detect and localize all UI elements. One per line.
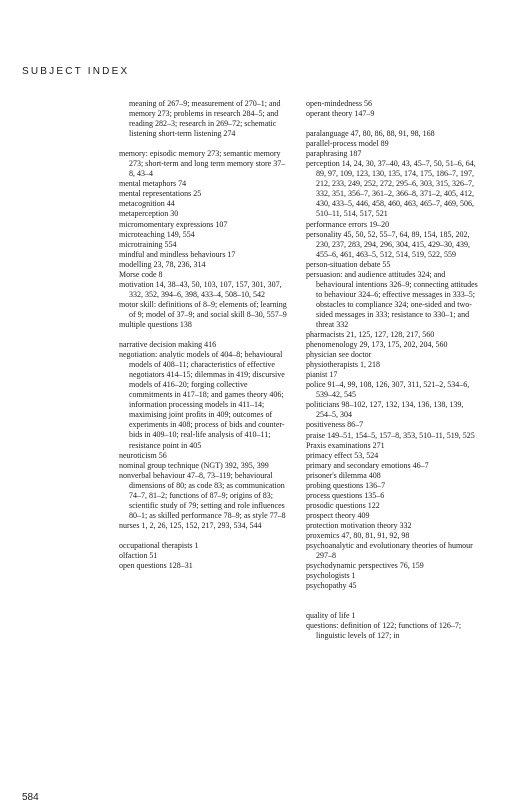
index-entry: occupational therapists 1 [119,540,199,550]
entry-group-gap [119,139,291,149]
index-entry: quality of life 1 [306,611,356,621]
index-column-left [119,99,291,571]
entry-group-gap [119,330,291,340]
index-entry: operant theory 147–9 [306,109,375,119]
index-entry: psychologists 1 [306,571,356,581]
index-entry: primacy effect 53, 524 [306,450,379,460]
index-entry: psychopathy 45 [306,581,357,591]
index-entry: proxemics 47, 80, 81, 91, 92, 98 [306,530,410,540]
index-entry: modelling 23, 78, 236, 314 [119,259,206,269]
index-entry: persuasion: and audience attitudes 324; and behavioural intentions 326–9; connecting attitudes to behaviour 324–6; effective messages in 333–5; obstacles to compliance 324; one-sided and two-sided messages in 333; resistance to 330–1; and threat 332 [306,269,478,329]
index-entry: open questions 128–31 [119,561,193,571]
index-entry: process questions 135–6 [306,490,385,500]
index-entry: nominal group technique (NGT) 392, 395, 399 [119,460,269,470]
index-entry: prisoner's dilemma 408 [306,470,381,480]
index-entry: positiveness 86–7 [306,420,364,430]
index-column-right [306,99,478,641]
index-entry: personality 45, 50, 52, 55–7, 64, 89, 154, 185, 202, 230, 237, 283, 294, 296, 304, 415, 429–30, 439, 455–6, 461, 463–5, 512, 514, 519, 522, 559 [306,229,470,259]
index-entry: olfaction 51 [119,550,158,560]
index-entry: nonverbal behaviour 47–8, 73–119; behavioural dimensions of 80; as code 83; as communication 74–7, 81–2; functions of 87–9; origins of 83; scientific study of 79; setting and role influences 80–1; as skilled performance 78–9; as style 77–8 [119,470,286,520]
index-entry: Morse code 8 [119,269,163,279]
page-number: 584 [22,792,39,803]
index-entry: mental representations 25 [119,189,202,199]
index-entry: politicians 98–102, 127, 132, 134, 136, 138, 139, 254–5, 304 [306,400,464,420]
index-entry: praise 149–51, 154–5, 157–8, 353, 510–11, 519, 525 [306,430,475,440]
index-entry: Praxis examinations 271 [306,440,385,450]
index-entry: probing questions 136–7 [306,480,386,490]
index-entry: neuroticism 56 [119,450,167,460]
index-entry: psychodynamic perspectives 76, 159 [306,561,424,571]
index-entry: micromomentary expressions 107 [119,219,228,229]
index-entry: prospect theory 409 [306,510,370,520]
index-entry: motivation 14, 38–43, 50, 103, 107, 157, 301, 307, 332, 352, 394–6, 398, 433–4, 508–10, 542 [119,279,282,299]
index-entry: mental metaphors 74 [119,179,187,189]
index-entry: performance errors 19–20 [306,219,390,229]
index-entry: protection motivation theory 332 [306,520,412,530]
index-entry: memory: episodic memory 273; semantic memory 273; short-term and long term memory store 37–8, 43–4 [119,149,286,179]
index-entry: motor skill: definitions of 8–9; elements of; learning of 9; model of 37–9; and social skill 8–30, 557–9 [119,299,287,319]
index-entry: perception 14, 24, 30, 37–40, 43, 45–7, 50, 51–6, 64, 89, 97, 109, 123, 130, 135, 174, 175, 186–7, 197, 212, 233, 249, 252, 272, 295–6, 303, 315, 326–7, 332, 351, 356–7, 361–2, 366–8, 371–2, 405, 412, 430, 433–5, 446, 458, 460, 463, 465–7, 469, 506, 510–11, 514, 517, 521 [306,159,476,219]
index-entry: narrative decision making 416 [119,340,217,350]
index-entry: metaperception 30 [119,209,179,219]
index-entry: phenomenology 29, 173, 175, 202, 204, 560 [306,340,448,350]
index-entry: police 91–4, 99, 108, 126, 307, 311, 521–2, 534–6, 539–42, 545 [306,380,470,400]
index-entry: negotiation: analytic models of 404–8; behavioural models of 408–11; characteristics of effective negotiators 414–15; dilemmas in 419; discursive models of 416–20; forging collective commitments in 417–18; and games theory 406; information processing models in 411–14; maximising joint profits in 409; outcomes of experiments in 408; process of bids and counter-bids in 409–10; real-life analysis of 410–11; resistance point in 405 [119,350,285,450]
index-entry: parallel-process model 89 [306,139,389,149]
index-entry: multiple questions 138 [119,319,192,329]
index-entry: questions: definition of 122; functions of 126–7; linguistic levels of 127; in [306,621,462,641]
entry-group-gap [306,591,478,601]
index-entry: paraphrasing 187 [306,149,362,159]
entry-group-gap [306,119,478,129]
index-entry: primary and secondary emotions 46–7 [306,460,429,470]
index-entry: microteaching 149, 554 [119,229,195,239]
index-entry: person-situation debate 55 [306,259,391,269]
index-entry: pharmacists 21, 125, 127, 128, 217, 560 [306,330,435,340]
index-entry: physician see doctor [306,350,372,360]
index-entry: nurses 1, 2, 26, 125, 152, 217, 293, 534, 544 [119,520,262,530]
index-entry: microtraining 554 [119,239,177,249]
index-entry: meaning of 267–9; measurement of 270–1; and memory 273; problems in research 284–5; and reading 282–3; research in 269–72; schematic listening short-term listening 274 [129,99,281,139]
index-entry: open-mindedness 56 [306,99,372,108]
index-entry: paralanguage 47, 80, 86, 88, 91, 98, 168 [306,129,435,139]
index-entry: metacognition 44 [119,199,175,209]
running-header: SUBJECT INDEX [22,66,130,77]
entry-group-gap [306,601,478,611]
index-entry: psychoanalytic and evolutionary theories of humour 297–8 [306,541,473,561]
index-entry: physiotherapists 1, 218 [306,360,380,370]
index-entry: pianist 17 [306,370,338,380]
index-entry: mindful and mindless behaviours 17 [119,249,236,259]
entry-group-gap [119,531,291,541]
index-entry: prosodic questions 122 [306,500,380,510]
